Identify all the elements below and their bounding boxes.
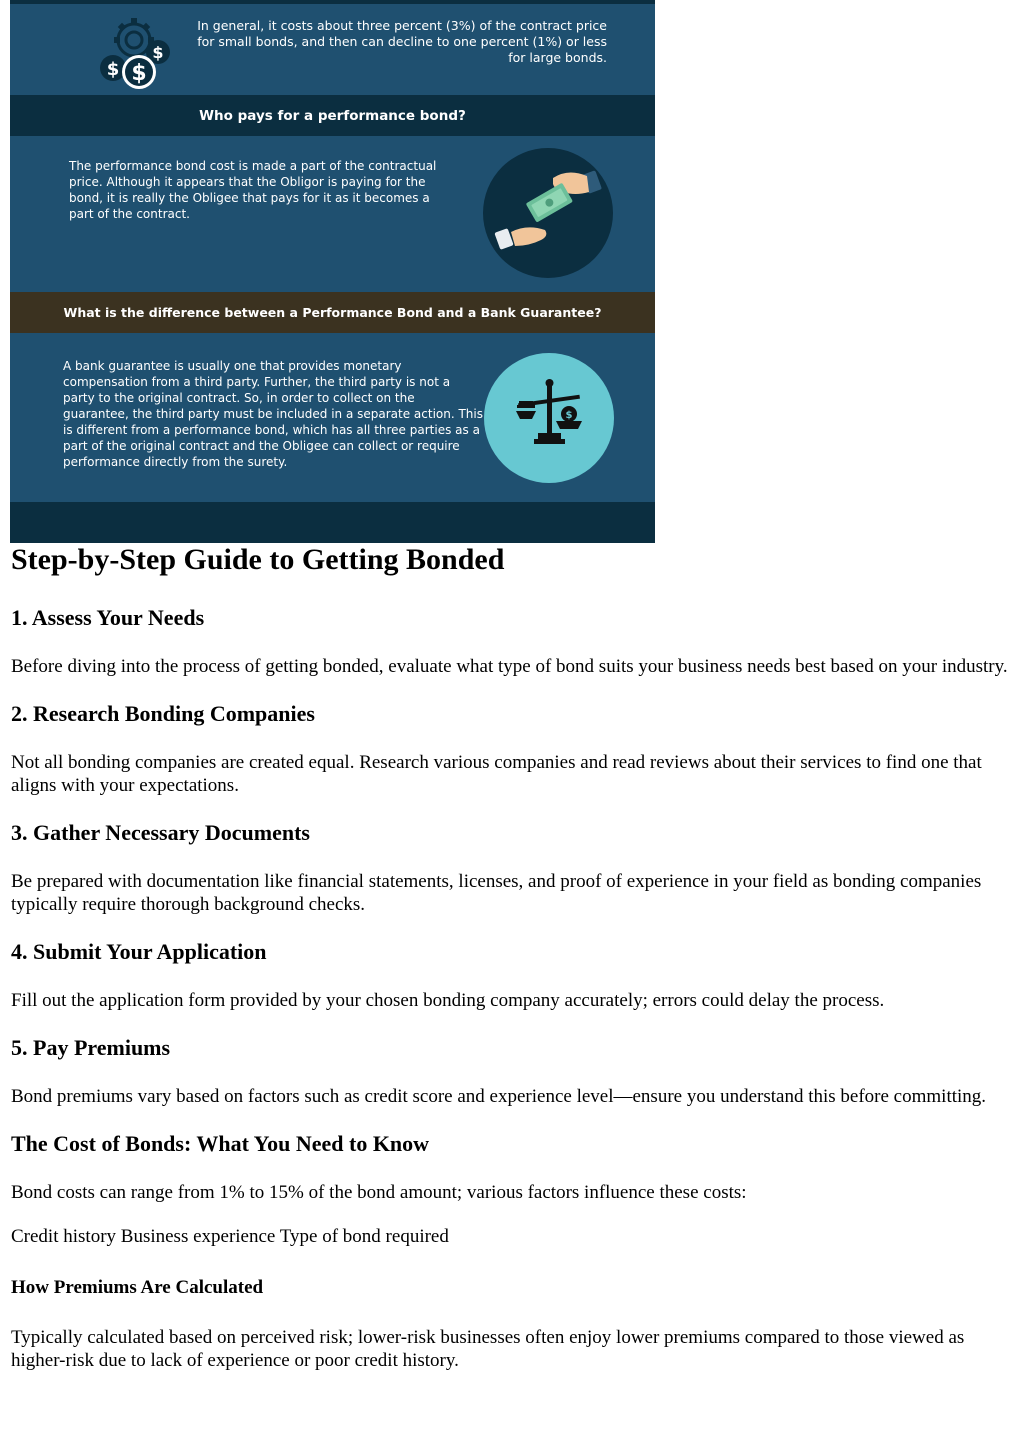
who-pays-heading: Who pays for a performance bond? — [10, 95, 655, 136]
gear-dollar-coins-icon — [96, 10, 176, 90]
step-text: Bond premiums vary based on factors such as credit score and experience level—ensure you understand this before committing. — [11, 1086, 987, 1107]
step-heading: 1. Assess Your Needs — [11, 605, 205, 630]
handing-money-icon — [483, 148, 613, 278]
svg-text:$: $ — [131, 61, 147, 86]
difference-description: A bank guarantee is usually one that provides monetary compensation from a third party. Further, the third party is not a party to the original contract. So, in order to collect on the guarantee, the third party must be included in a separate action. This is different from a performance bond, which has all three parties as a part of the original contract and the Obligee can collect or require performance directly from the surety. — [63, 359, 483, 469]
step-heading: 3. Gather Necessary Documents — [11, 820, 310, 845]
cost-description: In general, it costs about three percent (3%) of the contract price for small bonds, and then can decline to one percent (1%) or less for large bonds. — [197, 18, 607, 65]
who-pays-description: The performance bond cost is made a part of the contractual price. Although it appears that the Obligor is paying for the bond, it is really the Obligee that pays for it as it becomes a part of the contract. — [69, 159, 437, 221]
performance-bond-infographic — [10, 0, 655, 543]
infographic-bottom-strip — [10, 502, 655, 543]
step-text: Fill out the application form provided by your chosen bonding company accurately; errors could delay the process. — [11, 990, 885, 1011]
svg-text:$: $ — [152, 43, 164, 62]
step-text: Be prepared with documentation like financial statements, licenses, and proof of experience in your field as bonding companies typically require thorough background checks. — [11, 871, 982, 915]
step-heading: 5. Pay Premiums — [11, 1035, 171, 1060]
handing-money-badge — [483, 148, 613, 278]
cost-section-intro: Bond costs can range from 1% to 15% of the bond amount; various factors influence these costs: — [11, 1182, 747, 1203]
article-title: Step-by-Step Guide to Getting Bonded — [11, 543, 505, 576]
premiums-section-heading: How Premiums Are Calculated — [11, 1277, 264, 1298]
step-heading: 4. Submit Your Application — [11, 939, 267, 964]
cost-section-heading: The Cost of Bonds: What You Need to Know — [11, 1131, 430, 1156]
svg-text:$: $ — [106, 59, 120, 80]
premiums-section-text: Typically calculated based on perceived risk; lower-risk businesses often enjoy lower premiums compared to those viewed as higher-risk due to lack of experience or poor credit history. — [11, 1327, 965, 1371]
article — [11, 543, 1011, 1372]
cost-factors-list: Credit history Business experience Type of bond required — [11, 1226, 449, 1247]
cost-panel — [10, 4, 655, 95]
svg-text:$: $ — [565, 410, 573, 421]
balance-scale-icon — [484, 353, 614, 483]
balance-scale-badge — [484, 353, 614, 483]
difference-heading: What is the difference between a Performance Bond and a Bank Guarantee? — [10, 292, 655, 333]
step-text: Not all bonding companies are created equal. Research various companies and read reviews about their services to find one that aligns with your expectations. — [11, 752, 982, 796]
step-heading: 2. Research Bonding Companies — [11, 701, 315, 726]
step-text: Before diving into the process of getting bonded, evaluate what type of bond suits your business needs best based on your industry. — [11, 656, 1008, 677]
